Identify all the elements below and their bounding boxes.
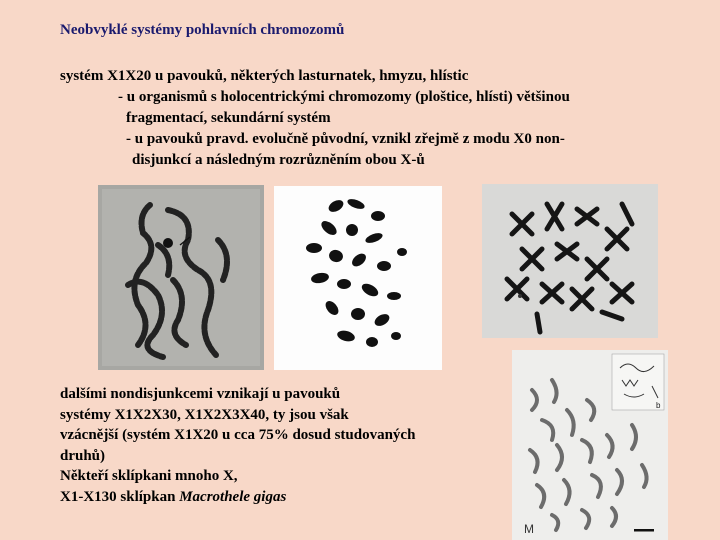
lower-line-4: druhů) <box>60 447 106 464</box>
lower-line-2: systémy X1X2X30, X1X2X3X40, ty jsou však <box>60 406 349 423</box>
lower-line-6-prefix: X1-X130 sklípkan <box>60 488 180 505</box>
intro-paragraph <box>60 66 700 171</box>
intro-line-4: - u pavouků pravd. evolučně původní, vznikl zřejmě z modu X0 non- <box>126 131 565 147</box>
intro-line-5: disjunkcí a následným rozrůzněním obou X-ů <box>132 152 425 168</box>
intro-line-1: systém X1X20 u pavouků, některých lasturnatek, hmyzu, hlístic <box>60 68 469 84</box>
lower-line-1: dalšími nondisjunkcemi vznikají u pavouků <box>60 386 341 402</box>
chromosome-photo-karyotype <box>482 184 658 338</box>
lower-paragraph <box>60 384 500 507</box>
intro-line-3: fragmentací, sekundární systém <box>126 110 331 126</box>
lower-line-6 <box>60 487 500 508</box>
scale-bar <box>634 529 654 532</box>
chromosome-photo-macrothele <box>512 350 668 540</box>
intro-line-2: - u organismů s holocentrickými chromozomy (ploštice, hlísti) většinou <box>118 89 570 105</box>
chromosome-photo-meiosis <box>98 185 264 370</box>
chromosome-photo-metaphase <box>274 186 442 370</box>
page-title: Neobvyklé systémy pohlavních chromozomů <box>60 22 345 38</box>
inset-label: b <box>656 401 661 410</box>
lower-line-3: vzácnější (systém X1X20 u cca 75% dosud studovaných <box>60 427 416 443</box>
species-name: Macrothele gigas <box>179 488 287 505</box>
lower-line-5: Někteří sklípkani mnoho X, <box>60 468 238 484</box>
photo-label: M <box>524 522 534 536</box>
